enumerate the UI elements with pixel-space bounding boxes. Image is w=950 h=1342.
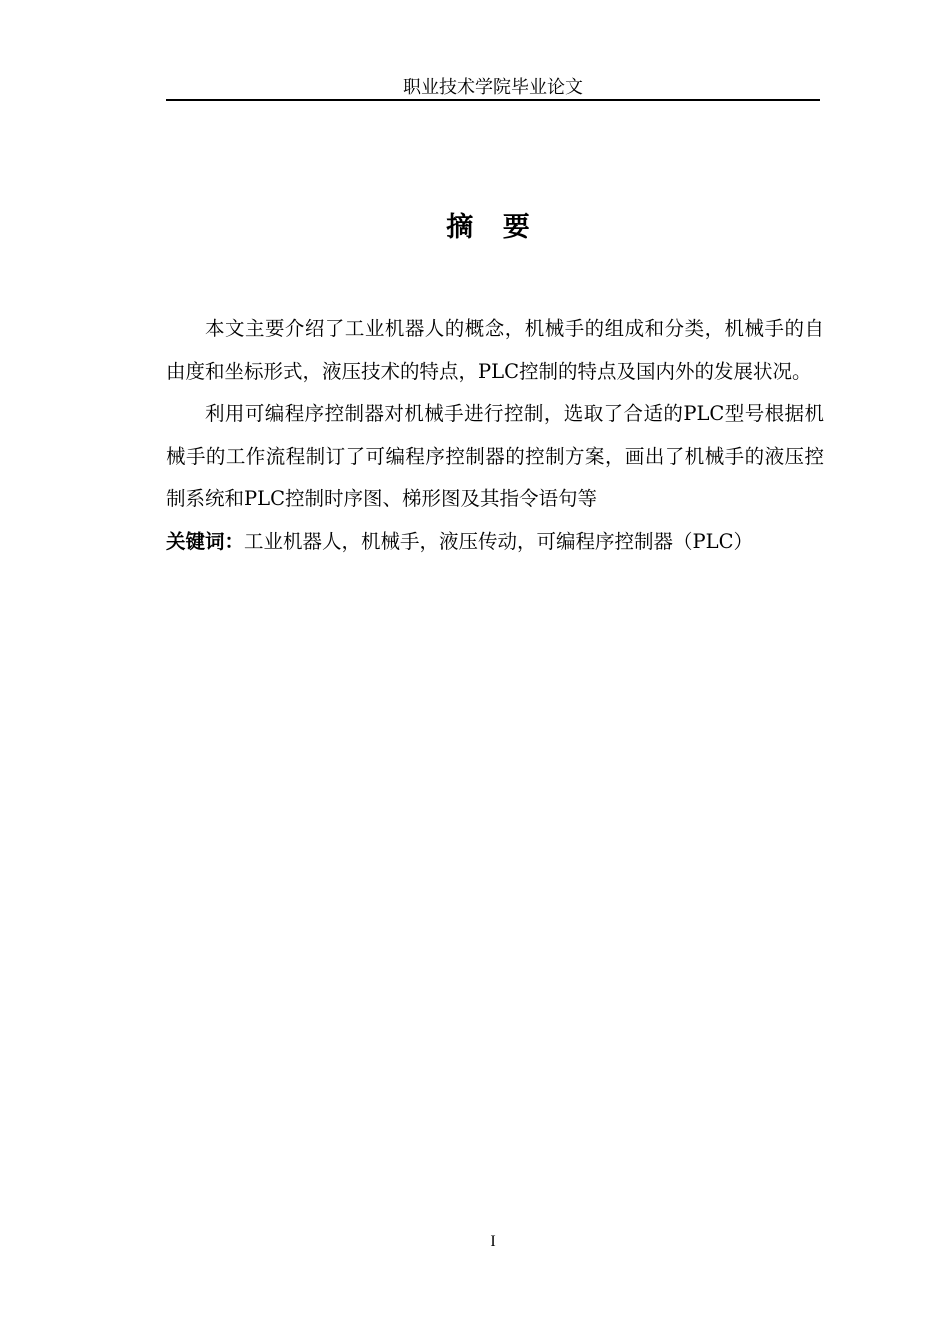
- keywords-label: 关键词：: [166, 529, 245, 553]
- keywords-line: [166, 521, 824, 564]
- abstract-paragraph-2: 利用可编程序控制器对机械手进行控制，选取了合适的PLC型号根据机械手的工作流程制订了可编程序控制器的控制方案，画出了机械手的液压控制系统和PLC控制时序图、梯形图及其指令语句等: [166, 402, 824, 510]
- page-header: [166, 76, 820, 100]
- page-number: I: [490, 1233, 496, 1250]
- header-rule: [166, 99, 820, 101]
- keywords-text: 工业机器人，机械手，液压传动，可编程序控制器（PLC）: [244, 529, 754, 553]
- abstract-title: 摘 要: [446, 212, 540, 243]
- abstract-body: [166, 308, 824, 563]
- header-text: 职业技术学院毕业论文: [403, 77, 583, 98]
- abstract-paragraph-1: 本文主要介绍了工业机器人的概念，机械手的组成和分类，机械手的自由度和坐标形式，液压技术的特点，PLC控制的特点及国内外的发展状况。: [166, 317, 824, 383]
